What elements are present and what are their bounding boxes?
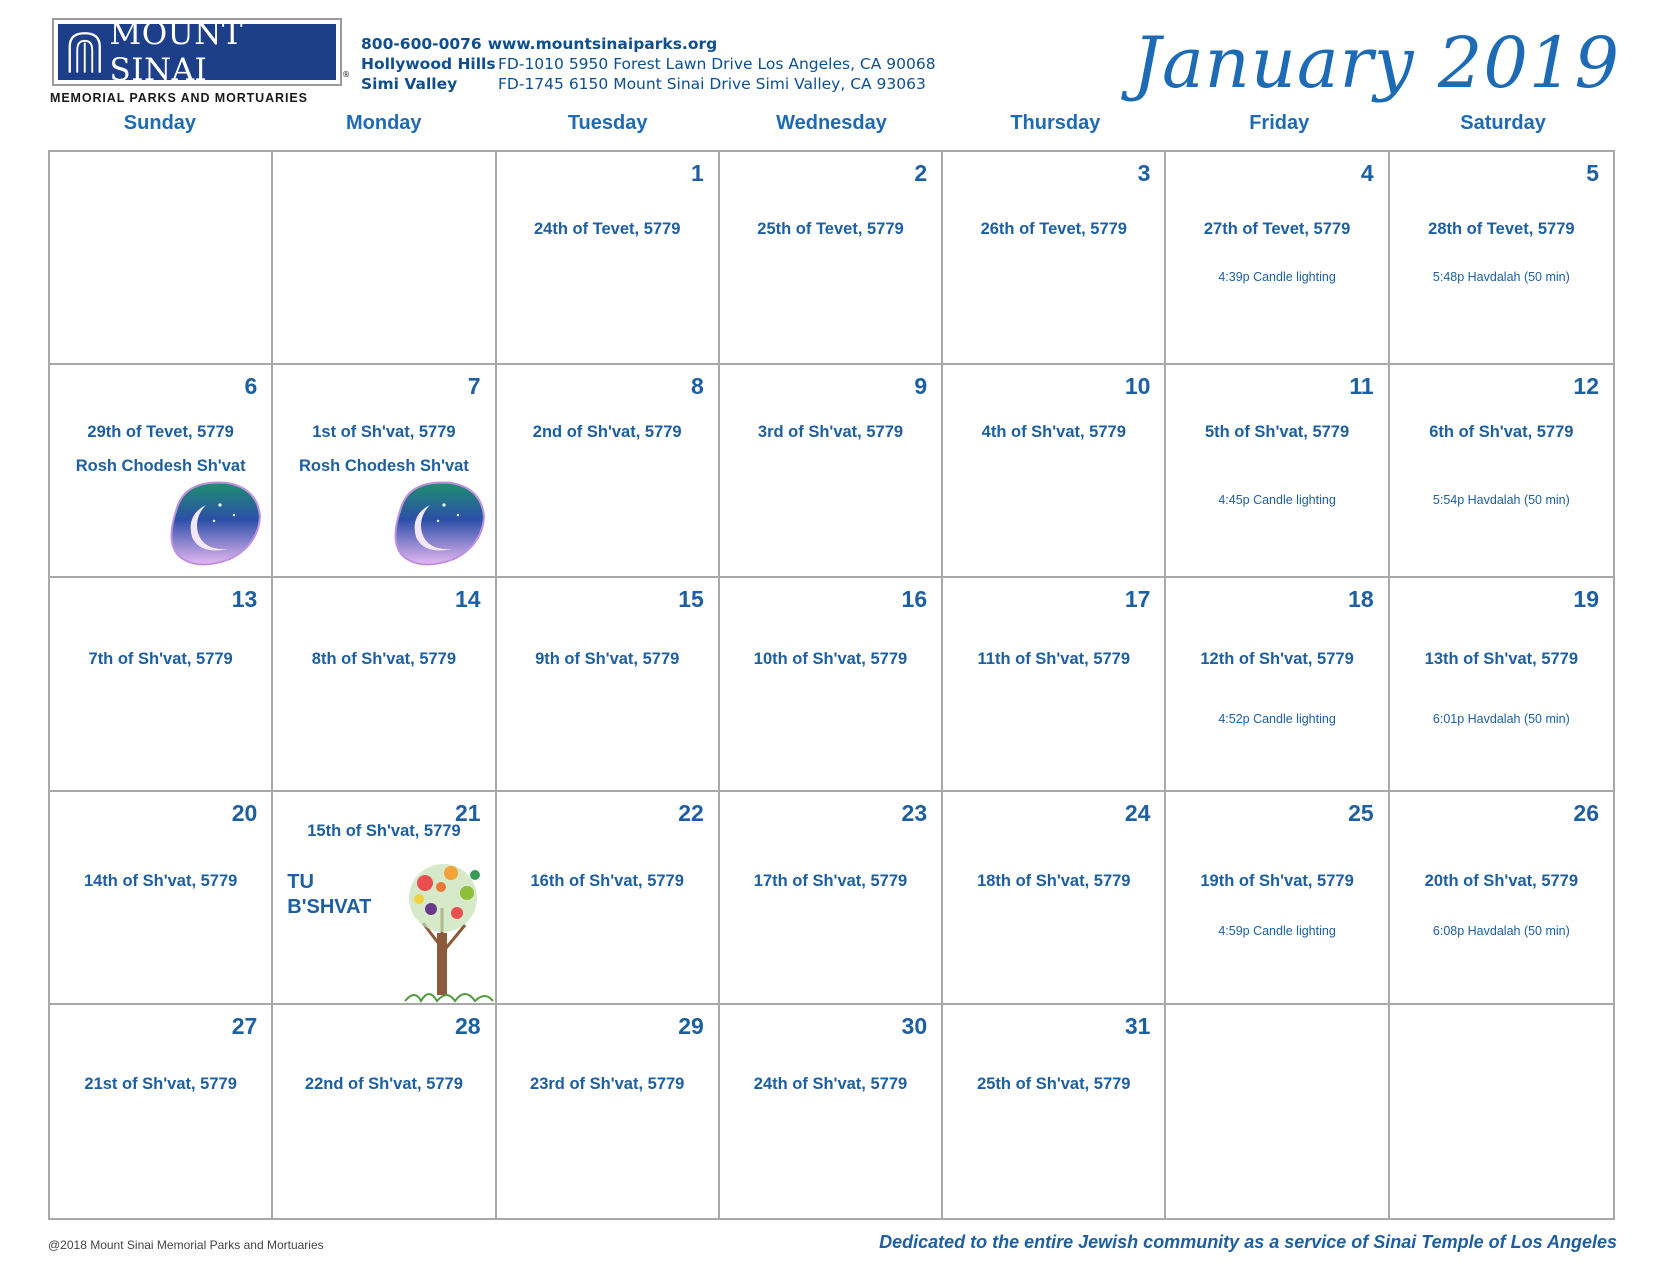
day-number: 26 — [1573, 799, 1599, 826]
location2-label: Simi Valley — [361, 75, 458, 93]
zmanim-note: 6:08p Havdalah (50 min) — [1432, 923, 1570, 938]
weekday-header-row — [48, 112, 1615, 142]
weekday-thursday: Thursday — [1010, 112, 1101, 134]
day-cell-6[interactable] — [50, 365, 273, 578]
day-number: 19 — [1573, 586, 1599, 613]
day-number: 1 — [691, 160, 704, 186]
day-number: 22 — [678, 799, 704, 826]
day-number: 17 — [1124, 586, 1151, 613]
hebrew-date: 24th of Sh'vat, 5779 — [753, 1074, 908, 1093]
zmanim-note: 4:45p Candle lighting — [1218, 493, 1336, 508]
location1-label: Hollywood Hills — [361, 55, 496, 73]
hebrew-date: 27th of Tevet, 5779 — [1203, 220, 1351, 238]
event-label: Rosh Chodesh Sh'vat — [298, 457, 469, 476]
empty-day-cell[interactable] — [273, 152, 496, 365]
zmanim-note: 4:59p Candle lighting — [1218, 923, 1336, 938]
day-cell-4[interactable] — [1166, 152, 1389, 365]
day-number: 21 — [454, 799, 481, 826]
hebrew-date: 9th of Sh'vat, 5779 — [535, 650, 680, 669]
hebrew-date: 2nd of Sh'vat, 5779 — [532, 423, 682, 442]
location1-detail: FD-1010 5950 Forest Lawn Drive Los Angeles, CA 90068 — [498, 55, 936, 73]
day-number: 18 — [1348, 586, 1374, 613]
hebrew-date: 22nd of Sh'vat, 5779 — [304, 1074, 463, 1093]
hebrew-date: 25th of Tevet, 5779 — [757, 220, 904, 238]
day-number: 12 — [1573, 373, 1599, 400]
day-number: 25 — [1348, 799, 1374, 826]
day-number: 15 — [678, 586, 704, 613]
day-cell-2[interactable] — [720, 152, 943, 365]
day-cell-3[interactable] — [943, 152, 1166, 365]
day-number: 4 — [1360, 160, 1374, 186]
day-number: 24 — [1124, 799, 1151, 826]
day-cell-15[interactable] — [497, 578, 720, 791]
day-cell-8[interactable] — [497, 365, 720, 578]
day-cell-27[interactable] — [50, 1005, 273, 1218]
registered-mark: ® — [342, 70, 350, 79]
event-label: Rosh Chodesh Sh'vat — [75, 457, 246, 476]
dedication-text: Dedicated to the entire Jewish community as a service of Sinai Temple of Los Angeles — [879, 1232, 1617, 1252]
rosh-chodesh-moon-icon — [382, 475, 487, 570]
hebrew-date: 11th of Sh'vat, 5779 — [977, 650, 1131, 669]
hebrew-date: 21st of Sh'vat, 5779 — [84, 1074, 237, 1093]
day-cell-16[interactable] — [720, 578, 943, 791]
day-cell-26[interactable] — [1390, 792, 1613, 1005]
website-link[interactable]: www.mountsinaiparks.org — [487, 35, 718, 53]
hebrew-date: 19th of Sh'vat, 5779 — [1200, 871, 1354, 890]
day-cell-24[interactable] — [943, 792, 1166, 1005]
day-number: 10 — [1124, 373, 1151, 400]
day-cell-14[interactable] — [273, 578, 496, 791]
day-number: 11 — [1349, 373, 1374, 400]
day-number: 28 — [454, 1012, 481, 1039]
hebrew-date: 12th of Sh'vat, 5779 — [1200, 650, 1354, 669]
contact-block — [361, 34, 936, 94]
hebrew-date: 25th of Sh'vat, 5779 — [977, 1074, 1131, 1093]
day-cell-17[interactable] — [943, 578, 1166, 791]
hebrew-date: 7th of Sh'vat, 5779 — [88, 650, 233, 669]
day-number: 8 — [691, 373, 704, 400]
zmanim-note: 4:39p Candle lighting — [1218, 270, 1336, 284]
hebrew-date: 4th of Sh'vat, 5779 — [981, 423, 1126, 442]
weekday-monday: Monday — [346, 112, 422, 134]
day-cell-31[interactable] — [943, 1005, 1166, 1218]
hebrew-date: 15th of Sh'vat, 5779 — [307, 821, 461, 840]
day-cell-11[interactable] — [1166, 365, 1389, 578]
hebrew-date: 26th of Tevet, 5779 — [980, 220, 1127, 238]
day-cell-7[interactable] — [273, 365, 496, 578]
weekday-saturday: Saturday — [1460, 112, 1546, 134]
day-number: 20 — [231, 799, 258, 826]
day-cell-1[interactable] — [497, 152, 720, 365]
day-number: 31 — [1124, 1012, 1151, 1039]
day-cell-21[interactable] — [273, 792, 496, 1005]
hebrew-date: 13th of Sh'vat, 5779 — [1424, 650, 1579, 669]
day-number: 6 — [244, 373, 258, 400]
day-cell-30[interactable] — [720, 1005, 943, 1218]
day-number: 9 — [914, 373, 928, 400]
day-number: 27 — [231, 1012, 258, 1039]
hebrew-date: 10th of Sh'vat, 5779 — [753, 650, 908, 669]
day-number: 23 — [901, 799, 928, 826]
logo-subtitle: MEMORIAL PARKS AND MORTUARIES — [50, 91, 308, 105]
day-number: 29 — [678, 1012, 704, 1039]
hebrew-date: 1st of Sh'vat, 5779 — [312, 423, 456, 442]
holiday-label: TU B'SHVAT — [287, 870, 372, 918]
day-cell-18[interactable] — [1166, 578, 1389, 791]
day-cell-10[interactable] — [943, 365, 1166, 578]
day-cell-13[interactable] — [50, 578, 273, 791]
day-cell-25[interactable] — [1166, 792, 1389, 1005]
zmanim-note: 5:48p Havdalah (50 min) — [1432, 270, 1570, 284]
day-number: 5 — [1586, 160, 1599, 186]
hebrew-date: 14th of Sh'vat, 5779 — [83, 871, 238, 890]
day-cell-20[interactable] — [50, 792, 273, 1005]
day-cell-5[interactable] — [1390, 152, 1613, 365]
hebrew-date: 29th of Tevet, 5779 — [87, 423, 234, 442]
weekday-tuesday: Tuesday — [567, 112, 648, 134]
day-cell-9[interactable] — [720, 365, 943, 578]
day-cell-29[interactable] — [497, 1005, 720, 1218]
day-cell-19[interactable] — [1390, 578, 1613, 791]
day-cell-28[interactable] — [273, 1005, 496, 1218]
hebrew-date: 17th of Sh'vat, 5779 — [753, 871, 908, 890]
hebrew-date: 16th of Sh'vat, 5779 — [530, 871, 684, 890]
empty-day-cell[interactable] — [50, 152, 273, 365]
copyright-text: @2018 Mount Sinai Memorial Parks and Mortuaries — [48, 1238, 324, 1252]
day-number: 3 — [1137, 160, 1151, 186]
logo-banner — [58, 16, 336, 88]
tu-bshvat-tree-icon — [395, 853, 495, 1003]
weekday-wednesday: Wednesday — [776, 112, 887, 134]
weekday-sunday: Sunday — [123, 112, 197, 134]
hebrew-date: 28th of Tevet, 5779 — [1428, 220, 1575, 238]
day-cell-23[interactable] — [720, 792, 943, 1005]
day-number: 2 — [914, 160, 928, 186]
calendar-grid — [48, 150, 1615, 1220]
logo-text: MOUNT SINAI — [109, 16, 244, 88]
empty-day-cell[interactable] — [1166, 1005, 1389, 1218]
zmanim-note: 5:54p Havdalah (50 min) — [1432, 493, 1570, 508]
rosh-chodesh-moon-icon — [158, 475, 263, 570]
hebrew-date: 5th of Sh'vat, 5779 — [1204, 423, 1350, 442]
day-number: 14 — [454, 586, 481, 613]
hebrew-date: 18th of Sh'vat, 5779 — [977, 871, 1131, 890]
hebrew-date: 20th of Sh'vat, 5779 — [1424, 871, 1579, 890]
hebrew-date: 8th of Sh'vat, 5779 — [311, 650, 457, 669]
month-title: January 2019 — [1132, 22, 1620, 104]
logo — [52, 18, 342, 86]
zmanim-note: 6:01p Havdalah (50 min) — [1432, 712, 1570, 727]
day-cell-22[interactable] — [497, 792, 720, 1005]
hebrew-date: 23rd of Sh'vat, 5779 — [530, 1074, 685, 1093]
hebrew-date: 3rd of Sh'vat, 5779 — [757, 423, 904, 442]
zmanim-note: 4:52p Candle lighting — [1218, 712, 1336, 727]
empty-day-cell[interactable] — [1390, 1005, 1613, 1218]
phone-number[interactable]: 800-600-0076 — [361, 35, 482, 53]
sinai-arch-icon — [66, 28, 103, 76]
weekday-friday: Friday — [1249, 112, 1310, 134]
day-number: 13 — [231, 586, 258, 613]
location2-detail: FD-1745 6150 Mount Sinai Drive Simi Valley, CA 93063 — [498, 75, 926, 93]
day-cell-12[interactable] — [1390, 365, 1613, 578]
hebrew-date: 24th of Tevet, 5779 — [533, 220, 681, 238]
hebrew-date: 6th of Sh'vat, 5779 — [1429, 423, 1574, 442]
day-number: 30 — [901, 1012, 928, 1039]
day-number: 7 — [467, 373, 481, 400]
day-number: 16 — [901, 586, 928, 613]
